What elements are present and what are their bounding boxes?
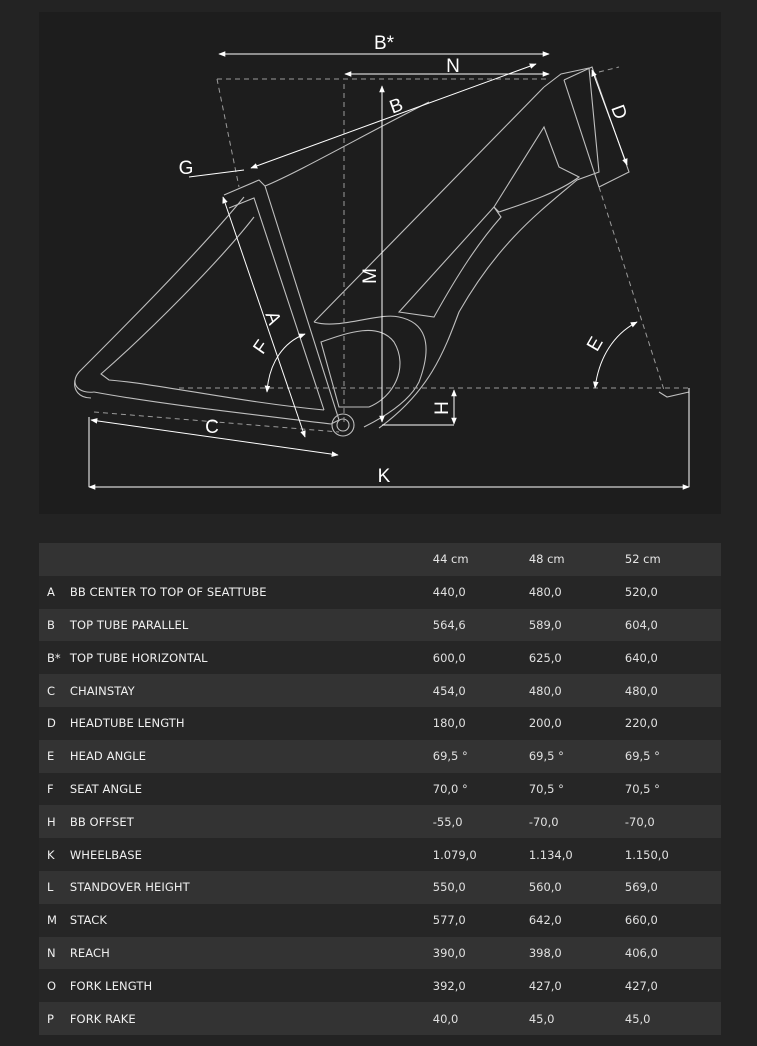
row-code: O [47,978,57,993]
table-row [39,1002,721,1035]
row-value-48: 70,5 ° [528,781,564,796]
row-value-52: 406,0 [624,945,658,960]
geometry-diagram [39,12,721,514]
table-row [39,871,721,904]
row-name: FORK RAKE [69,1011,136,1026]
table-row [39,773,721,806]
label-b: B [386,94,407,119]
label-b-star: B* [373,33,395,54]
label-c: C [205,417,219,438]
table-row [39,576,721,609]
row-value-44: 180,0 [432,716,466,731]
label-e: E [583,333,608,355]
row-value-48: 560,0 [528,880,562,895]
header-name [70,543,433,576]
row-value-48: 589,0 [528,617,562,632]
row-value-44: 440,0 [432,585,466,600]
table-row [39,805,721,838]
table-row [39,641,721,674]
row-value-44: 390,0 [432,945,466,960]
row-value-48: 1.134,0 [528,847,573,862]
table-header-row [39,543,721,576]
row-value-44: -55,0 [432,814,463,829]
label-f: F [249,336,274,359]
row-value-48: 427,0 [528,978,562,993]
row-name: BB OFFSET [69,814,134,829]
label-a: A [260,308,285,328]
row-value-48: 480,0 [528,585,562,600]
row-name: BB CENTER TO TOP OF SEATTUBE [69,585,267,600]
row-code: F [47,781,54,796]
row-name: STANDOVER HEIGHT [69,880,190,895]
label-d: D [606,102,631,123]
row-value-44: 564,6 [432,617,466,632]
row-code: K [47,847,55,862]
row-value-48: 398,0 [528,945,562,960]
table-row [39,838,721,871]
row-value-52: 660,0 [624,913,658,928]
row-code: C [47,683,56,698]
row-code: B* [47,650,61,665]
row-code: B [47,617,55,632]
row-value-52: 69,5 ° [624,749,660,764]
table-row [39,674,721,707]
row-value-52: 520,0 [624,585,658,600]
row-value-52: 604,0 [624,617,658,632]
row-name: TOP TUBE PARALLEL [69,617,189,632]
row-value-44: 550,0 [432,880,466,895]
row-value-52: 569,0 [624,880,658,895]
row-name: STACK [69,913,107,928]
row-value-44: 70,0 ° [432,781,468,796]
geometry-table [39,543,721,1035]
row-value-44: 1.079,0 [432,847,477,862]
row-code: N [47,945,56,960]
row-name: CHAINSTAY [69,683,135,698]
row-value-44: 69,5 ° [432,749,468,764]
dimension-lines [89,54,689,487]
table-row [39,707,721,740]
table-row [39,740,721,773]
row-name: HEADTUBE LENGTH [69,716,185,731]
table-row [39,969,721,1002]
table-row [39,609,721,642]
row-value-48: 642,0 [528,913,562,928]
label-h: H [432,401,453,415]
row-value-48: 625,0 [528,650,562,665]
table-row [39,904,721,937]
dimension-labels [179,33,631,487]
header-size-52: 52 cm [624,552,661,567]
row-value-52: 220,0 [624,716,658,731]
label-n: N [446,56,460,77]
header-code [39,543,70,576]
row-code: A [47,585,55,600]
label-k: K [377,466,391,487]
row-code: E [47,749,55,764]
row-value-44: 600,0 [432,650,466,665]
row-name: SEAT ANGLE [69,781,143,796]
row-value-44: 40,0 [432,1011,459,1026]
row-value-52: 640,0 [624,650,658,665]
row-name: FORK LENGTH [69,978,153,993]
header-size-48: 48 cm [528,552,565,567]
row-name: WHEELBASE [69,847,143,862]
row-code: H [47,814,56,829]
row-value-52: 45,0 [624,1011,651,1026]
row-value-44: 392,0 [432,978,466,993]
row-value-44: 577,0 [432,913,466,928]
row-value-52: 1.150,0 [624,847,669,862]
row-value-52: 70,5 ° [624,781,660,796]
row-name: TOP TUBE HORIZONTAL [69,650,208,665]
label-m: M [360,268,381,284]
row-name: REACH [69,945,110,960]
row-value-48: 480,0 [528,683,562,698]
frame-drawing [39,12,721,514]
row-code: M [47,913,57,928]
table-row [39,937,721,970]
row-code: D [47,716,56,731]
row-value-52: 427,0 [624,978,658,993]
label-g: G [178,158,194,179]
row-value-48: 45,0 [528,1011,555,1026]
header-size-44: 44 cm [432,552,469,567]
row-code: P [47,1011,54,1026]
row-name: HEAD ANGLE [69,749,147,764]
row-value-48: 200,0 [528,716,562,731]
row-value-52: 480,0 [624,683,658,698]
row-code: L [47,880,54,895]
row-value-48: 69,5 ° [528,749,564,764]
row-value-44: 454,0 [432,683,466,698]
row-value-52: -70,0 [624,814,655,829]
row-value-48: -70,0 [528,814,559,829]
